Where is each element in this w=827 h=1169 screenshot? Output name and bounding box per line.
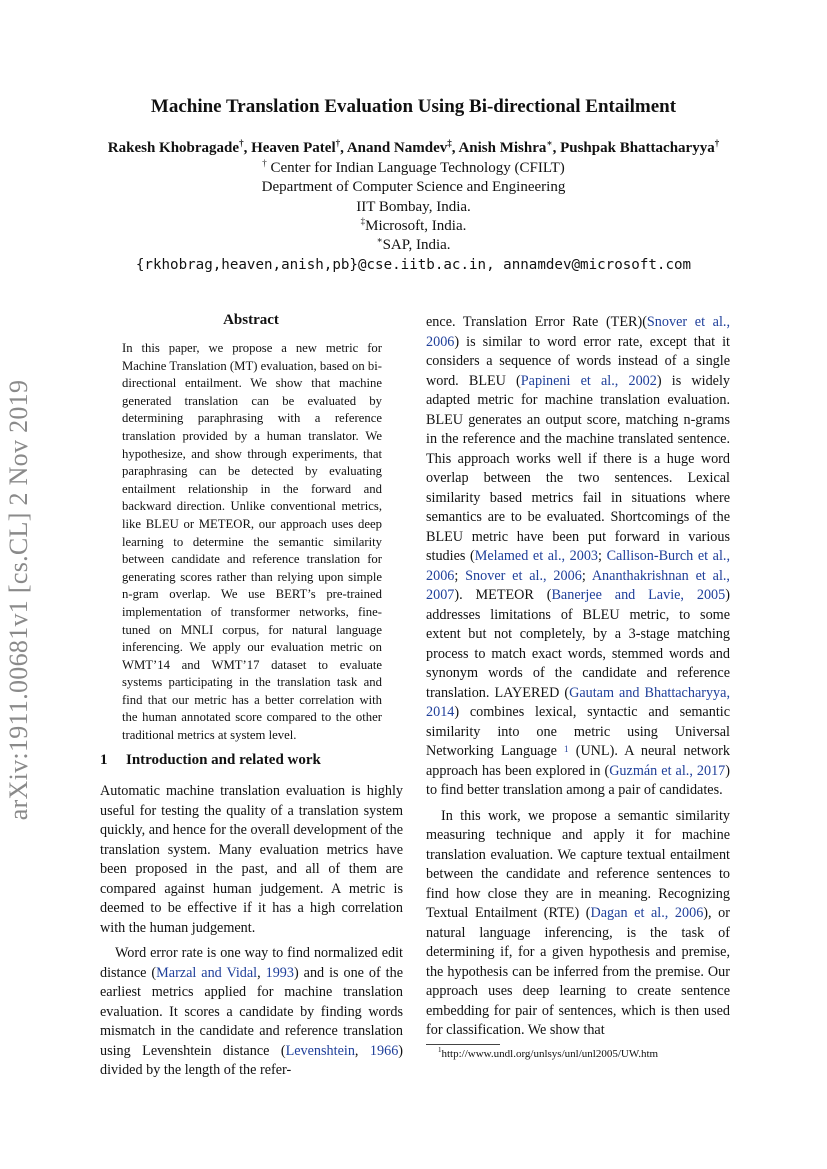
right-column-body (426, 313, 730, 1041)
affiliation (0, 160, 827, 177)
section-number: 1 (100, 752, 108, 768)
affiliation-text: SAP, India. (382, 237, 451, 253)
author-name: Rakesh Khobragade (107, 140, 240, 156)
affiliation-mark: ∗ (376, 235, 383, 245)
citation-link[interactable]: Melamed et al., 2003 (474, 548, 599, 564)
citation-link[interactable]: Dagan et al., 2006 (590, 905, 704, 921)
footnote (438, 1048, 658, 1060)
citation-link[interactable]: 1966 (369, 1042, 399, 1059)
author-mark: † (714, 138, 720, 148)
affiliation-mark: † (262, 158, 267, 168)
affiliation (0, 218, 827, 235)
footnote-url[interactable]: http://www.undl.org/unlsys/unl/unl2005/UW.htm (441, 1048, 659, 1060)
paragraph: In this work, we propose a semantic similarity measuring technique and apply it for machine translation evaluation. We capture textual entailment between the candidate and reference sentences to find how close they are in meaning. Recognizing Textual Entailment (RTE) (Dagan et al., 2006), or natural language inferencing, is the task of determining if, for a given hypothesis and premise, the hypothesis can be inferred from the premise. Our approach uses deep learning to create sentence embedding for pair of sentences, which is then used for classification. We show that (426, 807, 730, 1038)
citation-link[interactable]: Guzmán et al., 2017 (609, 762, 726, 779)
arxiv-side-label: arXiv:1911.00681v1 [cs.CL] 2 Nov 2019 (4, 379, 33, 821)
citation-link[interactable]: Papineni et al., 2002 (520, 372, 657, 389)
affiliation (0, 237, 827, 254)
author-mark: ∗ (546, 138, 553, 148)
affiliation: IIT Bombay, India. (356, 199, 471, 215)
affiliation-text: Microsoft, India. (365, 218, 467, 234)
paragraph: Word error rate is one way to find normalized edit distance (Marzal and Vidal, 1993) and is one of the earliest metrics applied for machine translation evaluation. It scores a candidate by finding words mismatch in the candidate and reference translation using Levenshtein distance (Levenshtein, 1966) divided by the length of the refer- (100, 945, 404, 1078)
citation-link[interactable]: Snover et al., 2006 (426, 314, 730, 350)
citation-link[interactable]: Gautam and Bhattacharyya, 2014 (426, 684, 730, 720)
citation-link[interactable]: Snover et al., 2006 (465, 567, 582, 584)
citation-link[interactable]: Levenshtein (285, 1042, 355, 1059)
citation-link[interactable]: Ananthakrishnan et al., 2007 (426, 567, 730, 603)
citation-link[interactable]: Banerjee and Lavie, 2005 (551, 587, 726, 603)
citation-link[interactable]: Callison-Burch et al., 2006 (426, 548, 730, 584)
paragraph: Automatic machine translation evaluation is highly useful for testing the quality of a translation system quickly, and hence for the overall development of the translation system. Many evaluation metrics have been proposed in the past, and all of them are compared against human judgement. A metric is deemed to be effective if it has a high correlation with the human judgement. (100, 783, 403, 936)
paragraph: ence. Translation Error Rate (TER)(Snover et al., 2006) is similar to word error rate, except that it considers a sequence of words instead of a single word. BLEU (Papineni et al., 2002) is widely adapted metric for machine translation evaluation. BLEU generates an output score, matching n-grams in the reference and the machine translated sentence. This approach works well if there is a huge word overlap between the two sentences. Lexical similarity based metrics fail in situations where semantics are to be evaluated. Shortcomings of the BLEU metric have been put forward in various studies (Melamed et al., 2003; Callison-Burch et al., 2006; Snover et al., 2006; Ananthakrishnan et al., 2007). METEOR (Banerjee and Lavie, 2005) addresses limitations of BLEU metric, to some extent but not completely, by a 3-stage matching process to match exact words, stemmed words and synonym words of the candidate and reference translation. LAYERED (Gautam and Bhattacharyya, 2014) combines lexical, syntactic and semantic similarity into one metric using Universal Networking Language $^1$ (UNL). A neural network approach has been explored in (Guzmán et al., 2017) to find better translation among a pair of candidates. (426, 314, 730, 798)
section-heading (100, 752, 321, 769)
section-title: Introduction and related work (126, 752, 321, 768)
affiliation: Department of Computer Science and Engineering (261, 179, 566, 195)
author-name: Anish Mishra (458, 140, 547, 156)
footnote-ref[interactable]: 1 (564, 744, 569, 754)
affiliation-text: Center for Indian Language Technology (CFILT) (266, 160, 565, 176)
citation-link[interactable]: Marzal and Vidal (156, 964, 258, 981)
citation-link[interactable]: 1993 (265, 964, 294, 981)
footnote-divider (426, 1044, 500, 1045)
paper-title: Machine Translation Evaluation Using Bi-directional Entailment (150, 96, 677, 117)
author-name: Anand Namdev (346, 140, 448, 156)
author-list: Rakesh Khobragade†, Heaven Patel†, Anand Namdev‡, Anish Mishra∗, Pushpak Bhattacharyya† (107, 138, 720, 156)
abstract-text: In this paper, we propose a new metric for Machine Translation (MT) evaluation, based on bi-directional entailment. We show that machine generated translation can be evaluated by determining paraphrasing with a reference translation provided by a human translator. We hypothesize, and show through experiments, that paraphrasing can be detected by evaluating entailment relationship in the forward and backward direction. Unlike conventional metrics, like BLEU or METEOR, our approach uses deep learning to determine the semantic similarity between candidate and reference translation for generating scores rather than relying upon simple n-gram overlap. We use BERT’s pre-trained implementation of transformer networks, fine-tuned on MNLI corpus, for natural language inferencing. We apply our evaluation metric on WMT’14 and WMT’17 dataset to evaluate systems participating in the translation task and find that our metric has a better correlation with the human annotated score compared to the other traditional metrics at system level. (122, 341, 382, 743)
author-name: Pushpak Bhattacharyya (560, 140, 715, 156)
author-mark: † (239, 138, 244, 148)
author-mark: ‡ (447, 138, 452, 148)
left-column-body (100, 782, 403, 1081)
footnote-mark: 1 (438, 1046, 442, 1054)
author-name: Heaven Patel (251, 140, 336, 156)
author-mark: † (335, 138, 341, 148)
abstract-heading: Abstract (223, 312, 279, 328)
author-emails: {rkhobrag,heaven,anish,pb}@cse.iitb.ac.in, annamdev@microsoft.com (135, 257, 692, 273)
affiliation-mark: ‡ (360, 216, 366, 226)
